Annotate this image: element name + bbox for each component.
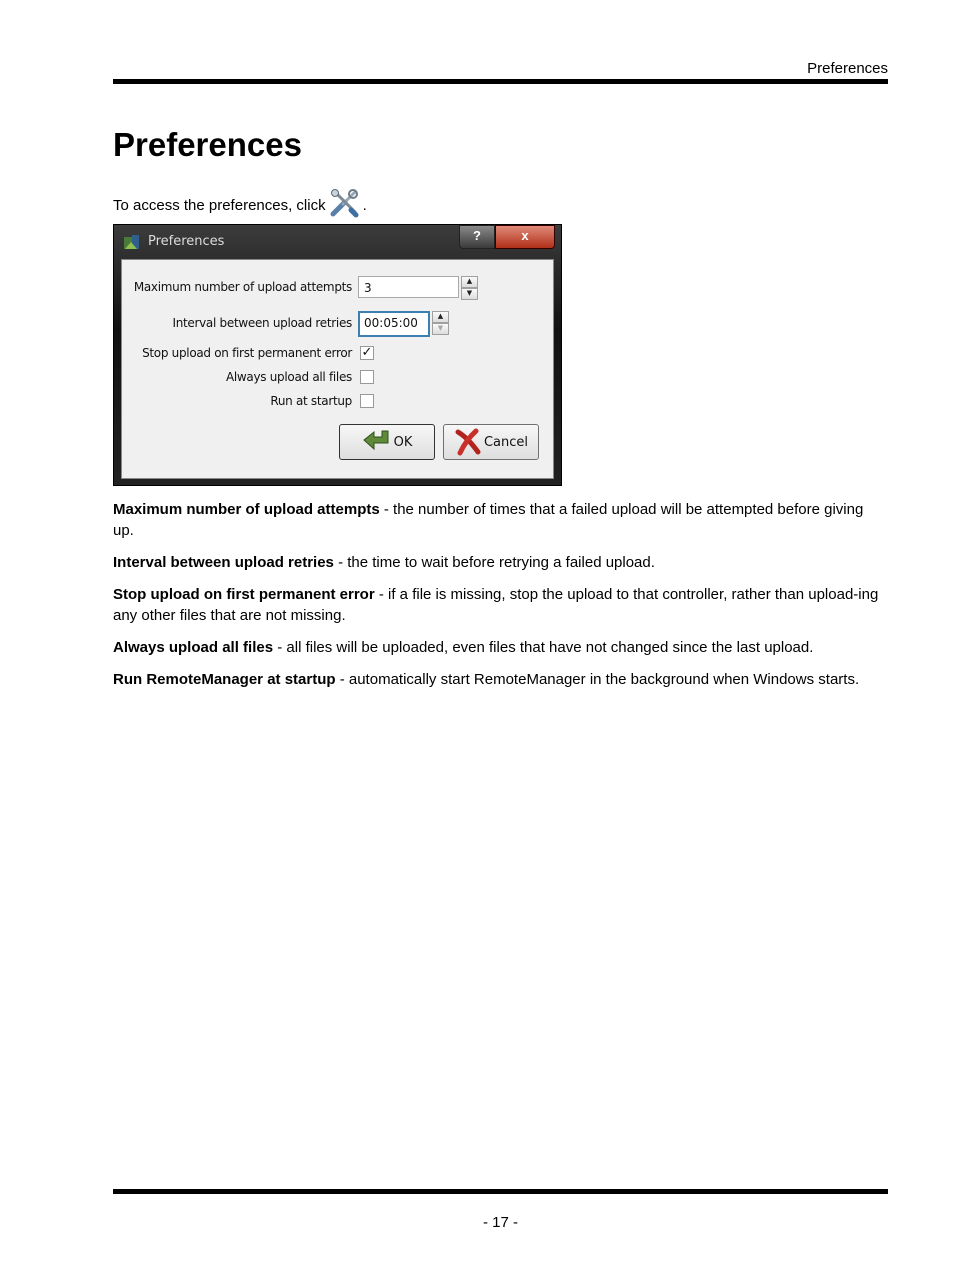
run-at-startup-label: Run at startup <box>270 394 352 408</box>
close-button[interactable]: x <box>495 225 555 249</box>
definition-item <box>113 637 888 658</box>
definition-desc: - the time to wait before retrying a failed upload. <box>333 554 655 571</box>
ok-arrow-icon <box>362 429 392 455</box>
dialog-title: Preferences <box>148 234 225 249</box>
spin-up-icon[interactable]: ▲ <box>432 311 449 323</box>
ok-button[interactable] <box>339 424 435 460</box>
cancel-x-icon <box>454 428 482 456</box>
spin-up-icon[interactable]: ▲ <box>461 276 478 288</box>
max-attempts-input[interactable]: 3 <box>358 276 459 298</box>
definitions-list <box>113 499 888 701</box>
interval-input[interactable]: 00:05:00 <box>358 311 430 337</box>
definition-desc: - if a file is missing, stop the upload to that controller, rather than upload-ing any other files that are not missing. <box>113 586 879 624</box>
stop-on-error-label: Stop upload on first permanent error <box>142 346 352 360</box>
page-number: - 17 - <box>482 1214 518 1231</box>
intro-period: . <box>362 197 367 214</box>
definition-term: Stop upload on first permanent error <box>113 586 375 603</box>
always-upload-checkbox[interactable] <box>360 370 374 384</box>
intro-text: To access the preferences, click <box>113 197 326 214</box>
max-attempts-label: Maximum number of upload attempts <box>133 280 352 294</box>
app-icon <box>122 233 142 251</box>
dialog-title-bar[interactable] <box>114 225 561 259</box>
stop-on-error-checkbox[interactable]: ✓ <box>361 345 373 360</box>
definition-term: Interval between upload retries <box>113 554 334 571</box>
definition-item <box>113 584 888 626</box>
intro-paragraph <box>113 180 367 214</box>
always-upload-label: Always upload all files <box>225 370 352 384</box>
ok-label: OK <box>393 434 413 450</box>
header-rule <box>113 79 888 84</box>
window-controls <box>459 225 555 249</box>
help-button[interactable]: ? <box>459 225 495 249</box>
cancel-button[interactable] <box>443 424 539 460</box>
spin-down-icon[interactable]: ▼ <box>461 288 478 300</box>
max-attempts-spin-arrows[interactable] <box>461 276 478 300</box>
spin-down-icon[interactable]: ▼ <box>432 323 449 335</box>
cancel-label: Cancel <box>483 434 529 450</box>
interval-spin-arrows[interactable] <box>432 311 449 335</box>
dialog-client-area <box>121 259 554 479</box>
footer-rule <box>113 1189 888 1194</box>
definition-term: Run RemoteManager at startup <box>113 671 336 688</box>
definition-item <box>113 669 888 690</box>
definition-desc: - the number of times that a failed upload will be attempted before giving up. <box>113 501 864 539</box>
definition-term: Maximum number of upload attempts <box>113 501 380 518</box>
preferences-dialog <box>113 224 562 486</box>
run-at-startup-checkbox[interactable] <box>360 394 374 408</box>
definition-item <box>113 499 888 541</box>
max-attempts-spinbox[interactable] <box>358 276 478 300</box>
page-title: Preferences <box>113 126 302 163</box>
definition-desc: - all files will be uploaded, even files that have not changed since the last upload. <box>273 639 814 656</box>
running-header: Preferences <box>807 60 888 77</box>
definition-desc: - automatically start RemoteManager in the background when Windows starts. <box>335 671 860 688</box>
definition-item <box>113 552 888 573</box>
tools-icon <box>329 188 359 218</box>
definition-term: Always upload all files <box>113 639 274 656</box>
interval-spinbox[interactable] <box>358 311 449 335</box>
interval-label: Interval between upload retries <box>172 316 352 330</box>
